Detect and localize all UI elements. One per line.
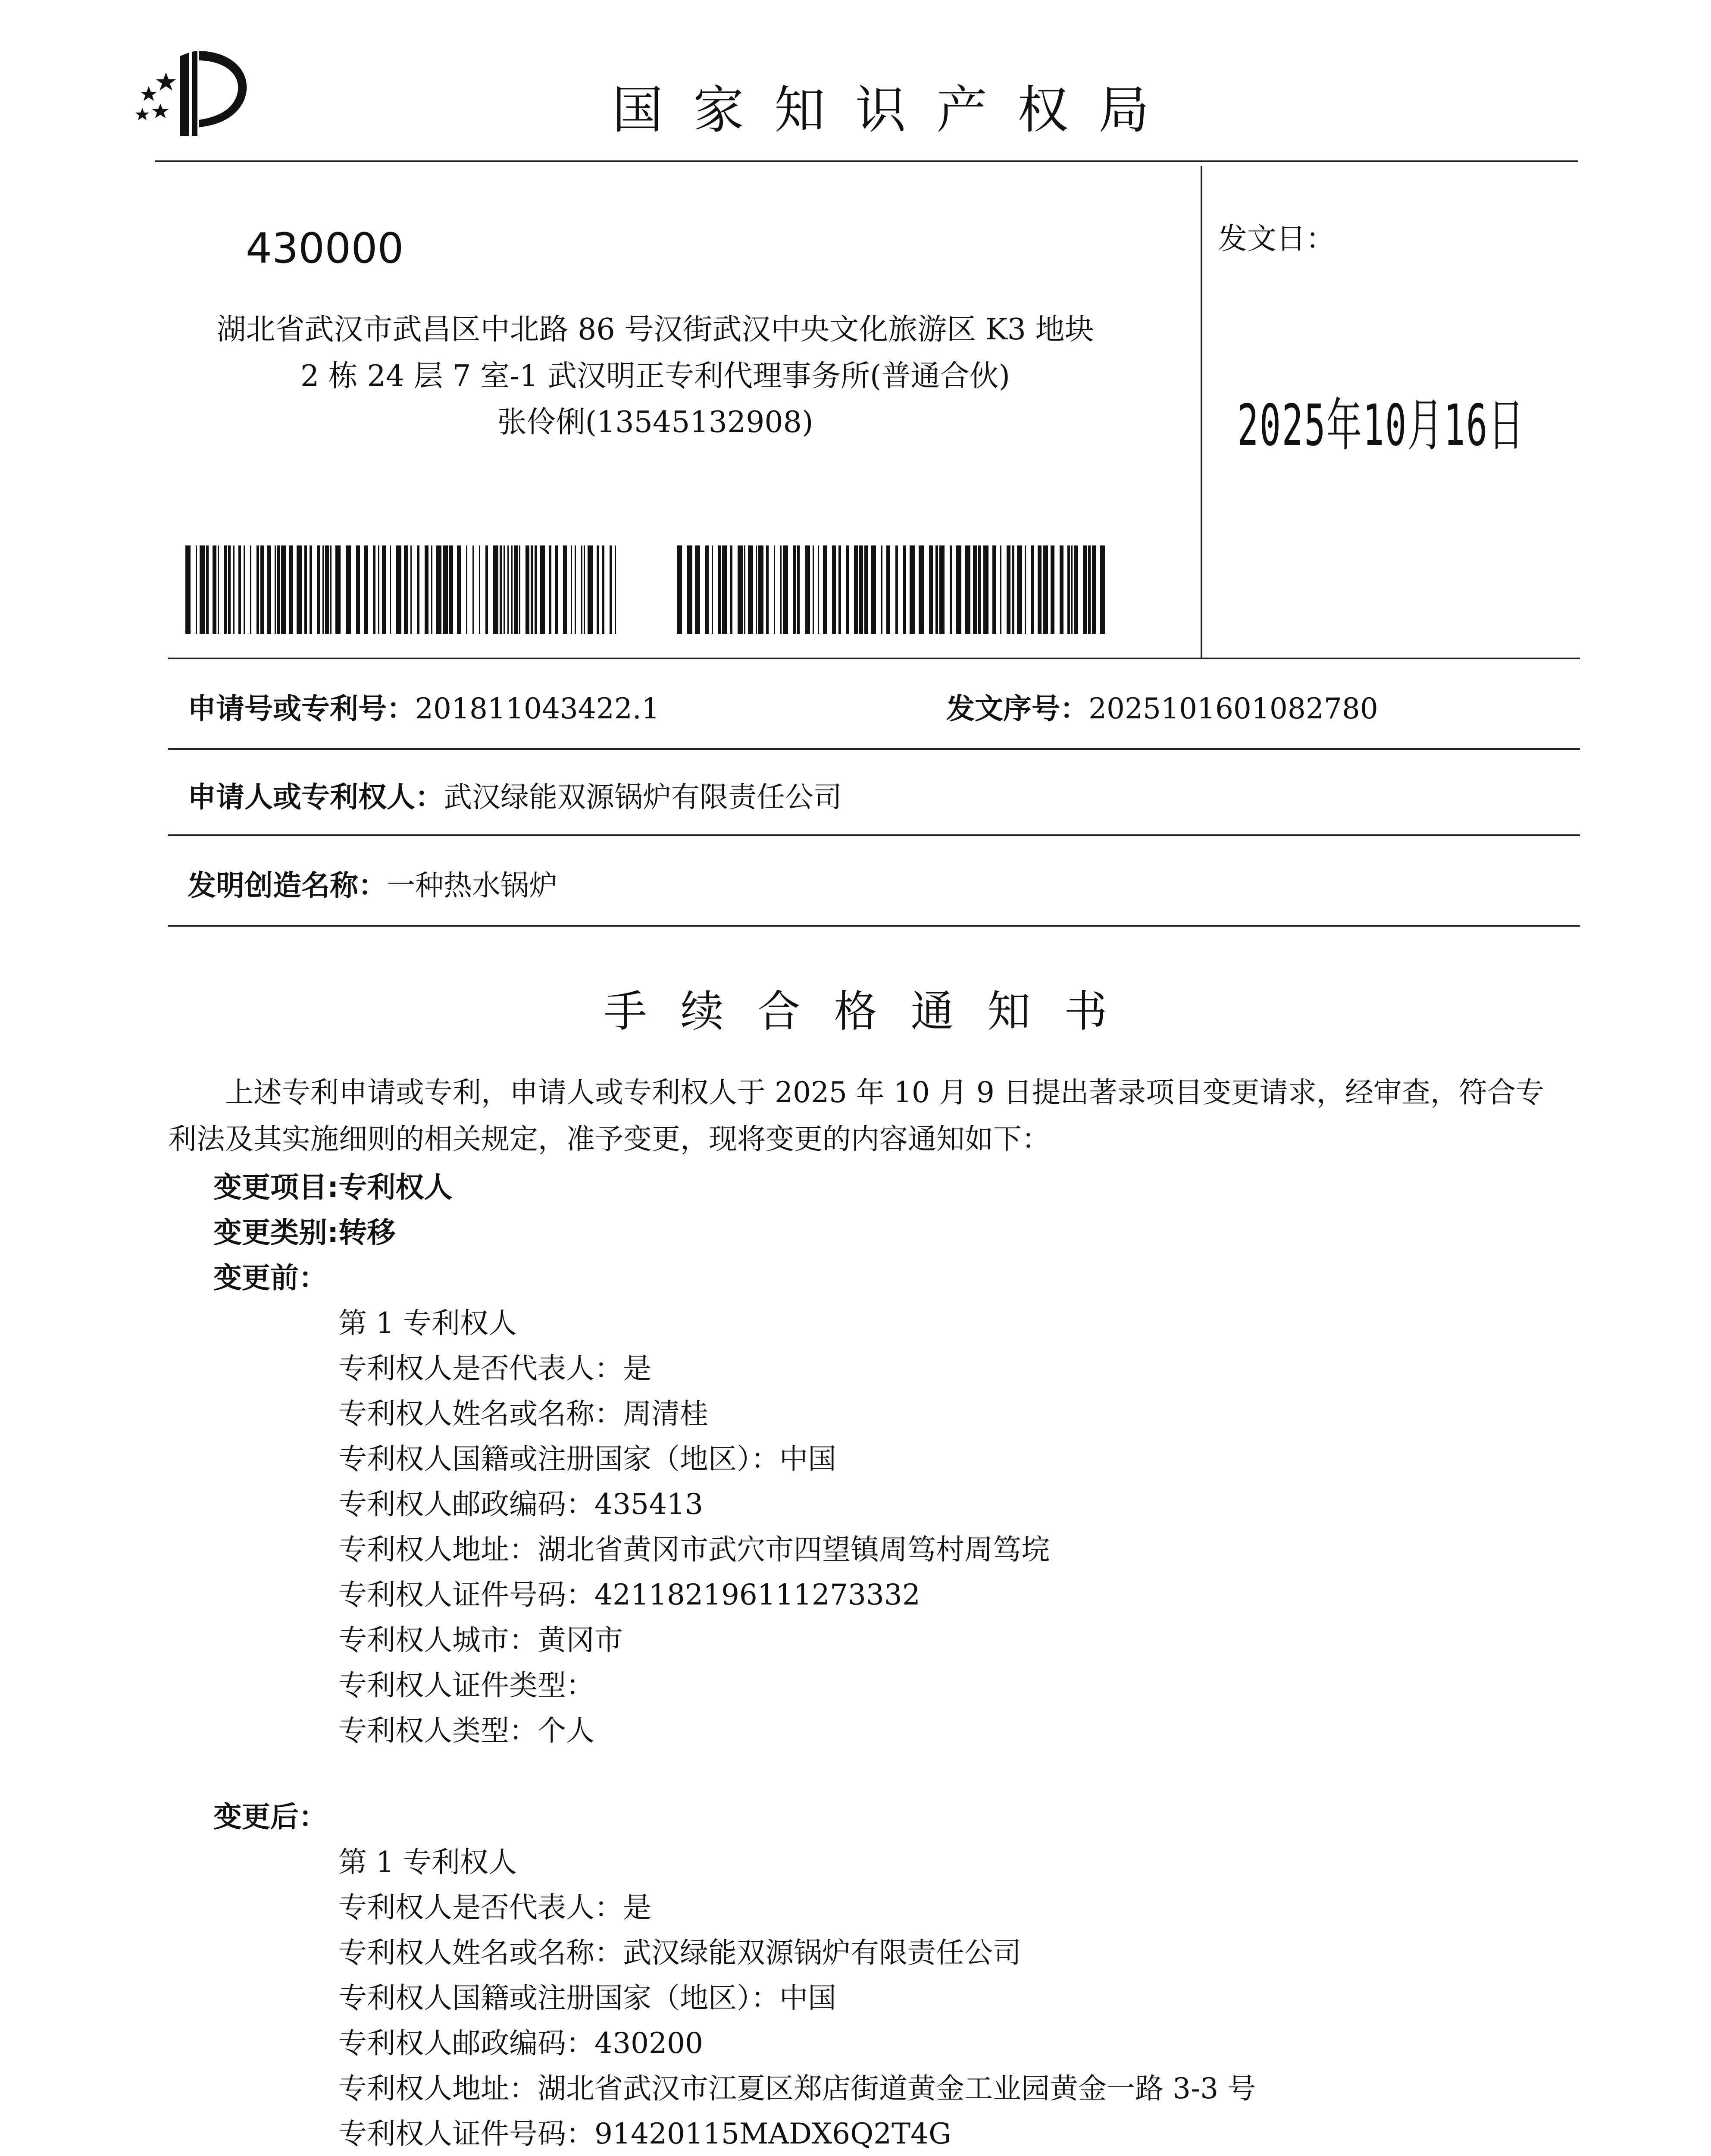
barcode-bar bbox=[864, 545, 868, 634]
barcode-bar bbox=[275, 545, 276, 634]
invention-label: 发明创造名称： bbox=[188, 869, 387, 902]
issue-date-label: 发文日： bbox=[1218, 222, 1336, 256]
vertical-divider bbox=[1201, 166, 1202, 659]
after-label: 变更后： bbox=[213, 1800, 327, 1833]
application-number: 201811043422.1 bbox=[415, 692, 660, 725]
barcode-bar bbox=[493, 545, 498, 634]
barcode-bar bbox=[929, 545, 933, 634]
barcode-bar bbox=[1025, 545, 1026, 634]
barcode-bar bbox=[466, 545, 467, 634]
barcode-bar bbox=[615, 545, 616, 634]
barcode-bar bbox=[610, 545, 612, 634]
barcode-bar bbox=[330, 545, 332, 634]
barcode-bar bbox=[1088, 545, 1091, 634]
before-item: 第 1 专利权人 bbox=[338, 1307, 517, 1340]
rule-3 bbox=[168, 834, 1580, 836]
application-number-row bbox=[188, 686, 660, 727]
barcode-right bbox=[677, 545, 1112, 634]
barcode-bar bbox=[1092, 545, 1096, 634]
barcode-bar bbox=[744, 545, 745, 634]
barcode-bar bbox=[695, 545, 700, 634]
barcode-bar bbox=[602, 545, 604, 634]
barcode-bar bbox=[1017, 545, 1022, 634]
barcode-bar bbox=[983, 545, 988, 634]
serial-number-label: 发文序号： bbox=[946, 692, 1089, 725]
barcode-bar bbox=[738, 545, 743, 634]
after-item: 专利权人地址：湖北省武汉市江夏区郑店街道黄金工业园黄金一路 3-3 号 bbox=[338, 2072, 1256, 2105]
barcode-bar bbox=[895, 545, 898, 634]
before-item: 专利权人姓名或名称：周清桂 bbox=[338, 1397, 708, 1430]
barcode-bar bbox=[939, 545, 945, 634]
barcode-bar bbox=[859, 545, 863, 634]
before-item: 专利权人国籍或注册国家（地区）：中国 bbox=[338, 1442, 836, 1476]
barcode-bar bbox=[1074, 545, 1078, 634]
barcode-bar bbox=[813, 545, 814, 634]
change-type: 变更类别:转移 bbox=[213, 1216, 396, 1249]
barcode-bar bbox=[549, 545, 551, 634]
barcode-bar bbox=[1012, 545, 1014, 634]
barcode-bar bbox=[233, 545, 235, 634]
barcode-bar bbox=[206, 545, 209, 634]
after-item: 专利权人邮政编码：430200 bbox=[338, 2027, 703, 2060]
barcode-bar bbox=[823, 545, 827, 634]
rule-4 bbox=[168, 925, 1580, 927]
before-item: 专利权人城市：黄冈市 bbox=[338, 1623, 623, 1657]
barcode-bar bbox=[436, 545, 441, 634]
barcode-bar bbox=[364, 545, 368, 634]
before-item: 专利权人类型：个人 bbox=[338, 1714, 594, 1747]
barcode-bar bbox=[973, 545, 977, 634]
barcode-bar bbox=[563, 545, 567, 634]
barcode-bar bbox=[525, 545, 529, 634]
after-item: 专利权人国籍或注册国家（地区）：中国 bbox=[338, 1981, 836, 2015]
barcode-bar bbox=[449, 545, 453, 634]
barcode-bar bbox=[584, 545, 585, 634]
serial-number: 2025101601082780 bbox=[1089, 692, 1378, 725]
barcode-bar bbox=[472, 545, 474, 634]
issue-date-value: 2025年10月16日 bbox=[1237, 392, 1525, 459]
barcode-bar bbox=[213, 545, 216, 634]
address-line-1: 湖北省武汉市武昌区中北路 86 号汉街武汉中央文化旅游区 K3 地块 bbox=[216, 313, 1094, 347]
barcode-bar bbox=[500, 545, 502, 634]
barcode-bar bbox=[965, 545, 970, 634]
barcode-bar bbox=[1031, 545, 1034, 634]
barcode-bar bbox=[256, 545, 259, 634]
barcode-bar bbox=[832, 545, 836, 634]
barcode-bar bbox=[687, 545, 692, 634]
barcode-bar bbox=[950, 545, 952, 634]
barcode-bar bbox=[404, 545, 408, 634]
barcode-bar bbox=[881, 545, 882, 634]
barcode-bar bbox=[250, 545, 251, 634]
barcode-bar bbox=[730, 545, 732, 634]
barcode-bar bbox=[304, 545, 307, 634]
barcode-bar bbox=[390, 545, 391, 634]
barcode-bar bbox=[910, 545, 915, 634]
barcode-bar bbox=[588, 545, 593, 634]
after-item: 第 1 专利权人 bbox=[338, 1846, 517, 1879]
barcode-bar bbox=[244, 545, 245, 634]
rule-2 bbox=[168, 748, 1580, 750]
barcode-bar bbox=[766, 545, 769, 634]
barcode-bar bbox=[783, 545, 788, 634]
barcode-bar bbox=[805, 545, 810, 634]
cnipa-logo-icon bbox=[125, 43, 254, 142]
barcode-bar bbox=[507, 545, 509, 634]
barcode-bar bbox=[705, 545, 709, 634]
notice-paragraph: 上述专利申请或专利，申请人或专利权人于 2025 年 10 月 9 日提出著录项目变更请求，经审查，符合专利法及其实施细则的相关规定，准予变更，现将变更的内容通知如下： bbox=[168, 1076, 1544, 1156]
barcode-bar bbox=[289, 545, 293, 634]
barcode-bar bbox=[1060, 545, 1064, 634]
barcode-bar bbox=[780, 545, 782, 634]
barcode-bar bbox=[519, 545, 520, 634]
barcode-bar bbox=[555, 545, 558, 634]
barcode-bar bbox=[504, 545, 505, 634]
barcode-bar bbox=[224, 545, 227, 634]
barcode-bar bbox=[511, 545, 513, 634]
barcode-bar bbox=[1038, 545, 1042, 634]
barcode-bar bbox=[886, 545, 890, 634]
barcode-bar bbox=[218, 545, 219, 634]
barcode-left bbox=[185, 545, 616, 634]
before-item: 专利权人邮政编码：435413 bbox=[338, 1488, 703, 1521]
barcode-bar bbox=[1007, 545, 1010, 634]
barcode-bar bbox=[200, 545, 205, 634]
applicant-label: 申请人或专利权人： bbox=[188, 780, 444, 814]
applicant-name: 武汉绿能双源锅炉有限责任公司 bbox=[444, 780, 842, 814]
barcode-bar bbox=[748, 545, 753, 634]
barcode-bar bbox=[903, 545, 906, 634]
barcode-bar bbox=[322, 545, 324, 634]
before-item: 专利权人地址：湖北省黄冈市武穴市四望镇周笃村周笃垸 bbox=[338, 1533, 1050, 1566]
barcode-bar bbox=[758, 545, 763, 634]
barcode-bar bbox=[346, 545, 351, 634]
barcode-bar bbox=[1043, 545, 1048, 634]
barcode-bar bbox=[540, 545, 545, 634]
barcode-bar bbox=[854, 545, 858, 634]
barcode-bar bbox=[935, 545, 938, 634]
barcode-bar bbox=[443, 545, 448, 634]
before-label: 变更前： bbox=[213, 1261, 327, 1294]
barcode-bar bbox=[838, 545, 841, 634]
barcode-bar bbox=[196, 545, 197, 634]
before-item: 专利权人是否代表人：是 bbox=[338, 1352, 651, 1385]
barcode-bar bbox=[712, 545, 713, 634]
barcode-bar bbox=[457, 545, 461, 634]
barcode-bar bbox=[597, 545, 599, 634]
applicant-row bbox=[188, 774, 842, 815]
application-number-label: 申请号或专利号： bbox=[188, 692, 415, 725]
barcode-bar bbox=[956, 545, 961, 634]
barcode-bar bbox=[356, 545, 360, 634]
notice-title: 手续合格通知书 bbox=[604, 986, 1141, 1037]
barcode-bar bbox=[485, 545, 488, 634]
barcode-bar bbox=[818, 545, 819, 634]
barcode-bar bbox=[677, 545, 682, 634]
barcode-bar bbox=[431, 545, 432, 634]
barcode-bar bbox=[382, 545, 386, 634]
barcode-bar bbox=[281, 545, 286, 634]
barcode-bar bbox=[531, 545, 533, 634]
before-item: 专利权人证件类型： bbox=[338, 1669, 594, 1702]
header-rule bbox=[155, 160, 1578, 162]
serial-number-row bbox=[946, 686, 1378, 727]
barcode-bar bbox=[297, 545, 302, 634]
barcode-bar bbox=[417, 545, 419, 634]
change-item: 变更项目:专利权人 bbox=[213, 1171, 453, 1204]
barcode-bar bbox=[571, 545, 572, 634]
invention-row bbox=[188, 862, 557, 903]
barcode-bar bbox=[992, 545, 996, 634]
invention-name: 一种热水锅炉 bbox=[387, 869, 557, 902]
barcode-bar bbox=[410, 545, 412, 634]
barcode-bar bbox=[871, 545, 876, 634]
barcode-bar bbox=[238, 545, 241, 634]
barcode-bar bbox=[396, 545, 401, 634]
barcode-bar bbox=[514, 545, 518, 634]
after-item: 专利权人是否代表人：是 bbox=[338, 1891, 651, 1924]
barcode-bar bbox=[535, 545, 537, 634]
barcode-bar bbox=[797, 545, 800, 634]
barcode-bar bbox=[718, 545, 721, 634]
barcode-bar bbox=[260, 545, 264, 634]
barcode-bar bbox=[919, 545, 924, 634]
barcode-bar bbox=[310, 545, 312, 634]
barcode-bar bbox=[722, 545, 727, 634]
barcode-bar bbox=[378, 545, 379, 634]
barcode-bar bbox=[978, 545, 981, 634]
barcode-bar bbox=[1083, 545, 1087, 634]
barcode-bar bbox=[756, 545, 757, 634]
barcode-bar bbox=[1100, 545, 1105, 634]
barcode-bar bbox=[1000, 545, 1001, 634]
recipient-name: 张伶俐(13545132908) bbox=[497, 405, 813, 439]
after-item: 专利权人证件号码：91420115MADX6Q2T4G bbox=[338, 2117, 951, 2150]
barcode-bar bbox=[1051, 545, 1054, 634]
barcode-bar bbox=[1071, 545, 1073, 634]
barcode-bar bbox=[1067, 545, 1070, 634]
barcode-bar bbox=[581, 545, 582, 634]
barcode-bar bbox=[277, 545, 280, 634]
barcode-bar bbox=[846, 545, 849, 634]
barcode-bar bbox=[325, 545, 329, 634]
barcode-bar bbox=[317, 545, 320, 634]
after-item: 专利权人姓名或名称：武汉绿能双源锅炉有限责任公司 bbox=[338, 1936, 1021, 1969]
office-name: 国家知识产权局 bbox=[612, 80, 1180, 140]
barcode-bar bbox=[335, 545, 341, 634]
before-item: 专利权人证件号码：421182196111273332 bbox=[338, 1578, 920, 1611]
postcode: 430000 bbox=[246, 224, 404, 273]
barcode-bar bbox=[479, 545, 480, 634]
rule-1 bbox=[168, 658, 1580, 659]
barcode-bar bbox=[425, 545, 429, 634]
barcode-bar bbox=[228, 545, 231, 634]
barcode-bar bbox=[373, 545, 375, 634]
barcode-bar bbox=[267, 545, 271, 634]
address-line-2: 2 栋 24 层 7 室-1 武汉明正专利代理事务所(普通合伙) bbox=[300, 359, 1010, 393]
barcode-bar bbox=[185, 545, 191, 634]
barcode-bar bbox=[793, 545, 796, 634]
barcode-bar bbox=[575, 545, 576, 634]
barcode-bar bbox=[774, 545, 775, 634]
